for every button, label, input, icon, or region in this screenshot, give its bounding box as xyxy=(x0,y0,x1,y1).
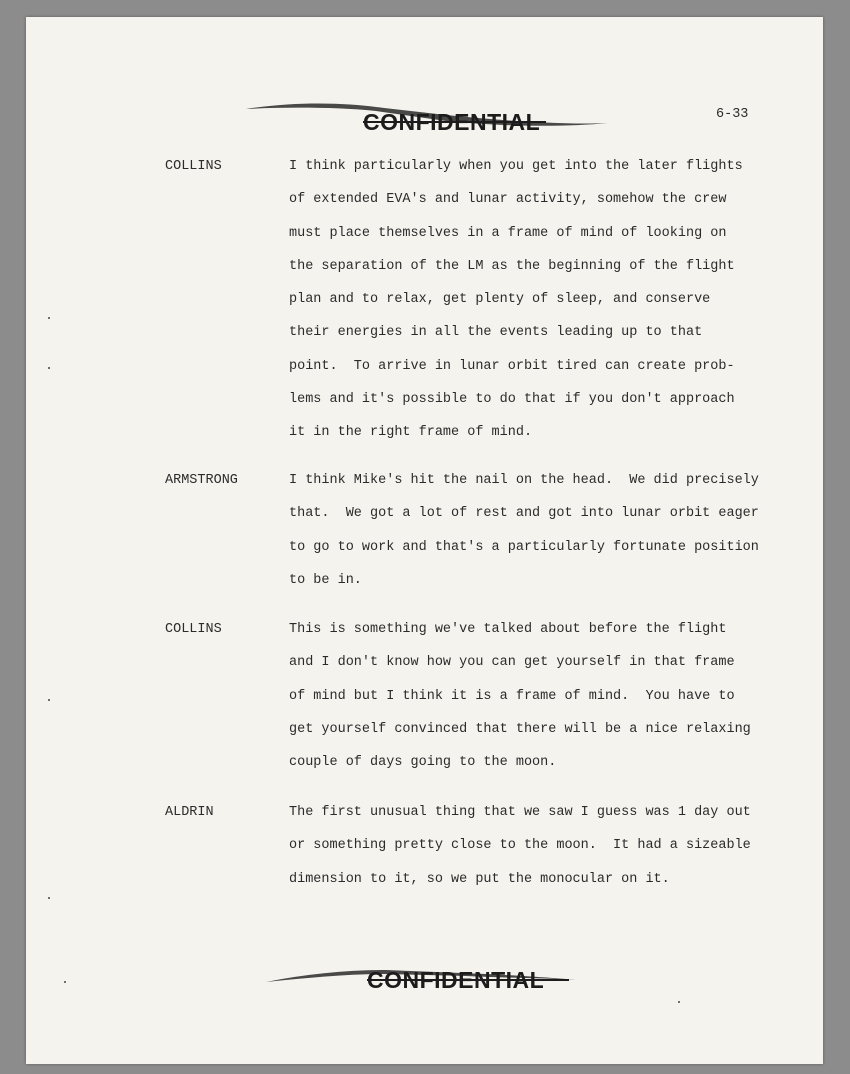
speech-line: the separation of the LM as the beginning of the flight xyxy=(289,258,735,274)
speech-line: I think Mike's hit the nail on the head. We did precisely xyxy=(289,473,759,488)
speech-line: their energies in all the events leading up to that xyxy=(289,325,703,341)
speech-line: or something pretty close to the moon. It had a sizeable xyxy=(289,838,751,854)
speech-line: to go to work and that's a particularly fortunate position xyxy=(289,539,759,555)
speech-line: The first unusual thing that we saw I guess was 1 day out xyxy=(289,805,751,820)
speech-line: plan and to relax, get plenty of sleep, and conserve xyxy=(289,292,711,308)
paper-speck xyxy=(48,897,50,899)
speech-text xyxy=(289,150,743,450)
paper-speck xyxy=(48,699,50,701)
speaker-name: ARMSTRONG xyxy=(165,473,238,488)
speech-line: it in the right frame of mind. xyxy=(289,425,533,441)
speaker-name: COLLINS xyxy=(165,622,222,637)
header-stamp-graphic xyxy=(26,99,823,139)
speaker-name: COLLINS xyxy=(165,159,222,174)
speech-line: lems and it's possible to do that if you don't approach xyxy=(289,392,735,408)
page-number: 6-33 xyxy=(716,107,749,122)
speech-line: to be in. xyxy=(289,572,362,588)
paper-speck xyxy=(48,367,50,369)
speech-text xyxy=(289,796,751,896)
speech-line: get yourself convinced that there will be a nice relaxing xyxy=(289,721,751,737)
speech-line: of extended EVA's and lunar activity, somehow the crew xyxy=(289,192,727,208)
speech-line: that. We got a lot of rest and got into lunar orbit eager xyxy=(289,506,759,522)
speech-text xyxy=(289,464,759,597)
speech-line: of mind but I think it is a frame of mind. You have to xyxy=(289,688,735,704)
speech-line: point. To arrive in lunar orbit tired can create prob- xyxy=(289,358,735,374)
footer-confidential-stamp xyxy=(26,962,823,1002)
paper-speck xyxy=(64,981,66,983)
document-page xyxy=(26,17,823,1064)
footer-stamp-label: CONFIDENTIAL xyxy=(367,967,545,993)
speech-line: dimension to it, so we put the monocular on it. xyxy=(289,871,670,887)
paper-speck xyxy=(678,1001,680,1003)
speech-line: must place themselves in a frame of mind of looking on xyxy=(289,225,727,241)
speech-line: I think particularly when you get into the later flights xyxy=(289,159,743,174)
paper-speck xyxy=(48,317,50,319)
speech-text xyxy=(289,613,751,779)
footer-stamp-graphic xyxy=(26,962,823,1002)
speech-line: couple of days going to the moon. xyxy=(289,755,557,771)
header-stamp-label: CONFIDENTIAL xyxy=(363,109,541,135)
speech-line: and I don't know how you can get yourself in that frame xyxy=(289,655,735,671)
speech-line: This is something we've talked about before the flight xyxy=(289,622,727,637)
header-confidential-stamp xyxy=(26,99,823,139)
speaker-name: ALDRIN xyxy=(165,805,214,820)
